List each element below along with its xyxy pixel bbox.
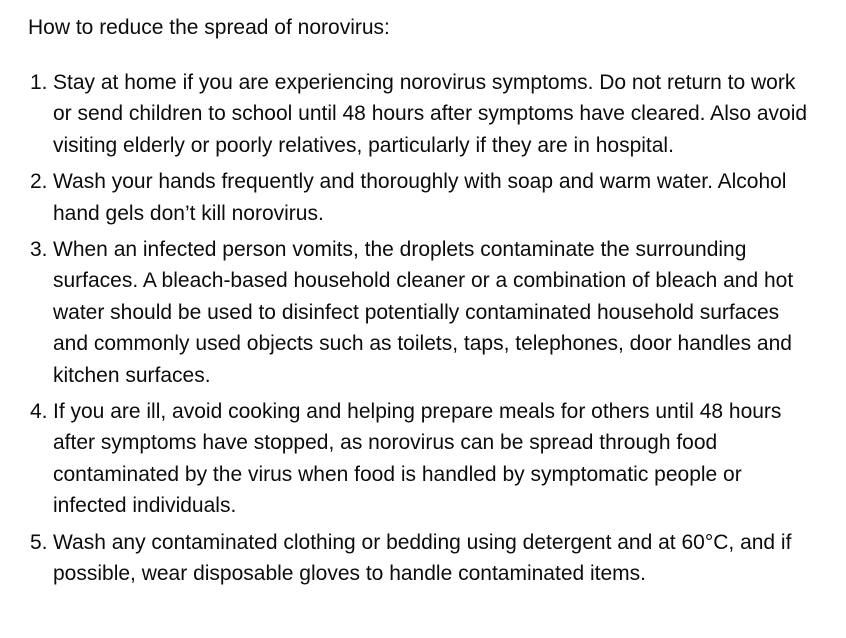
- advice-list: [28, 67, 818, 590]
- list-item-text: Stay at home if you are experiencing norovirus symptoms. Do not return to work or send children to school until 48 hours after symptoms have cleared. Also avoid visiting elderly or poorly relatives, particularly if they are in hospital.: [53, 71, 808, 157]
- list-item-number: 4.: [30, 400, 48, 424]
- list-item: [28, 166, 818, 229]
- list-item: [28, 234, 818, 391]
- list-item: [28, 67, 818, 161]
- list-item: [28, 396, 818, 522]
- list-item-number: 2.: [30, 170, 48, 194]
- page-heading: How to reduce the spread of norovirus:: [28, 16, 390, 39]
- list-item-text: When an infected person vomits, the droplets contaminate the surrounding surfaces. A bleach-based household cleaner or a combination of bleach and hot water should be used to disinfect potentially contaminated household surfaces and commonly used objects such as toilets, taps, telephones, door handles and kitchen surfaces.: [53, 238, 794, 387]
- list-item-text: Wash your hands frequently and thoroughly with soap and warm water. Alcohol hand gels don’t kill norovirus.: [53, 170, 787, 225]
- list-item-text: If you are ill, avoid cooking and helping prepare meals for others until 48 hours after symptoms have stopped, as norovirus can be spread through food contaminated by the virus when food is handled by symptomatic people or infected individuals.: [53, 400, 782, 518]
- list-item-text: Wash any contaminated clothing or bedding using detergent and at 60°C, and if possible, wear disposable gloves to handle contaminated items.: [53, 530, 792, 586]
- list-item-number: 5.: [30, 530, 48, 554]
- list-item-number: 3.: [30, 238, 48, 262]
- list-item-number: 1.: [30, 71, 48, 94]
- list-item: [28, 527, 818, 590]
